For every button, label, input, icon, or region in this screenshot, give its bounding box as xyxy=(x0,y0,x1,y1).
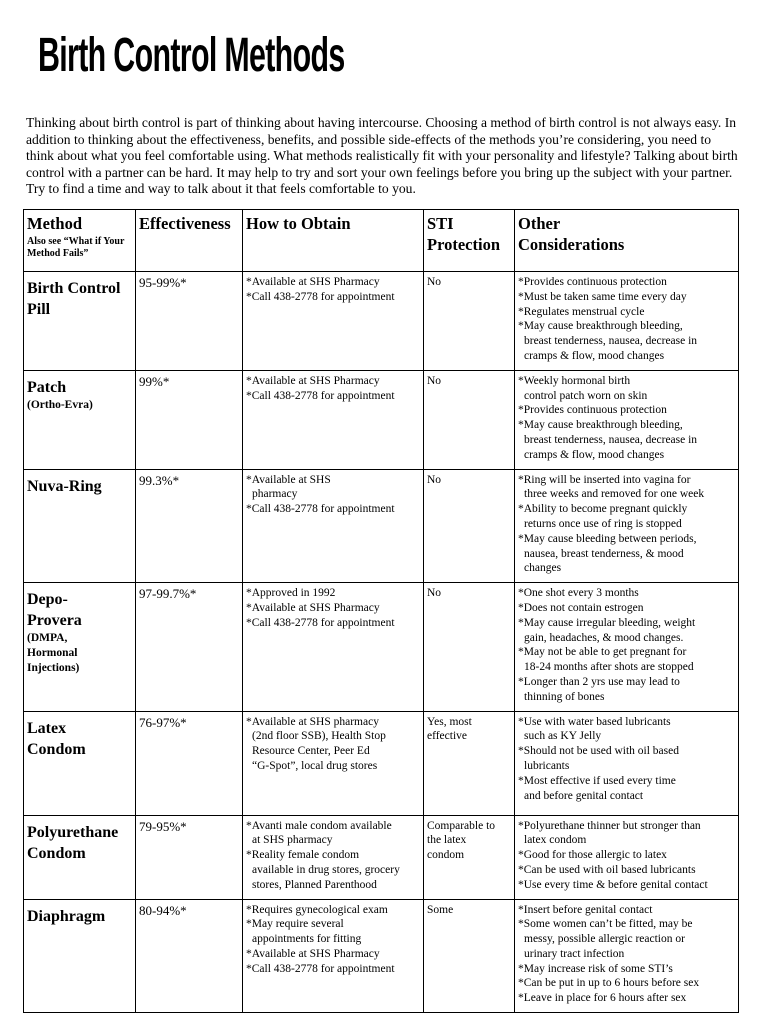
consideration-line: *Ring will be inserted into vagina for xyxy=(518,473,691,486)
method-subname: (DMPA, xyxy=(27,632,68,645)
method-cell xyxy=(24,469,136,583)
header-method-note-1: Also see “What if Your xyxy=(27,236,125,247)
consideration-line: such as KY Jelly xyxy=(524,730,602,743)
sti-protection-cell xyxy=(424,272,515,371)
other-considerations-cell xyxy=(515,583,739,711)
header-sti-label-2: Protection xyxy=(427,235,501,254)
header-effectiveness-label: Effectiveness xyxy=(139,214,231,233)
effectiveness-cell xyxy=(136,469,243,583)
consideration-line: *May not be able to get pregnant for xyxy=(518,646,687,659)
sti-line: Yes, most xyxy=(427,715,472,728)
consideration-line: *Should not be used with oil based xyxy=(518,745,679,758)
obtain-line: *Call 438-2778 for appointment xyxy=(246,616,395,629)
method-subname: Hormonal xyxy=(27,647,78,660)
consideration-line: *Can be used with oil based lubricants xyxy=(518,863,696,876)
consideration-line: *Most effective if used every time xyxy=(518,774,676,787)
table-row xyxy=(24,469,739,583)
header-other-label-1: Other xyxy=(518,214,561,233)
sti-line: No xyxy=(427,587,442,600)
method-name: Pill xyxy=(27,301,51,318)
method-name: Latex xyxy=(27,719,67,737)
obtain-line: *Available at SHS Pharmacy xyxy=(246,374,380,387)
consideration-line: nausea, breast tenderness, & mood xyxy=(524,547,684,560)
consideration-line: latex condom xyxy=(524,834,587,847)
consideration-line: *Must be taken same time every day xyxy=(518,290,687,303)
consideration-line: *Provides continuous protection xyxy=(518,404,667,417)
consideration-line: cramps & flow, mood changes xyxy=(524,349,665,362)
how-to-obtain-cell xyxy=(243,370,424,469)
obtain-line: *Available at SHS pharmacy xyxy=(246,715,379,728)
obtain-line: *Avanti male condom available xyxy=(246,819,392,832)
method-name: Diaphragm xyxy=(27,907,106,925)
obtain-line: *Available at SHS Pharmacy xyxy=(246,276,380,288)
how-to-obtain-cell xyxy=(243,899,424,1013)
consideration-line: *Regulates menstrual cycle xyxy=(518,305,645,318)
sti-protection-cell xyxy=(424,370,515,469)
method-cell xyxy=(24,272,136,371)
obtain-line: available in drug stores, grocery xyxy=(252,863,400,876)
consideration-line: *May cause bleeding between periods, xyxy=(518,532,697,545)
table-row xyxy=(24,815,739,899)
obtain-line: stores, Planned Parenthood xyxy=(252,878,377,891)
effectiveness-cell xyxy=(136,583,243,711)
method-subname: Injections) xyxy=(27,662,80,675)
method-name: Condom xyxy=(27,740,86,758)
how-to-obtain-cell xyxy=(243,469,424,583)
table-row xyxy=(24,583,739,711)
effectiveness-cell xyxy=(136,815,243,899)
other-considerations-cell xyxy=(515,370,739,469)
obtain-line: *Call 438-2778 for appointment xyxy=(246,503,395,516)
effectiveness-cell xyxy=(136,370,243,469)
method-cell xyxy=(24,711,136,815)
sti-line: Comparable to xyxy=(427,819,496,832)
method-cell xyxy=(24,583,136,711)
consideration-line: cramps & flow, mood changes xyxy=(524,448,665,461)
consideration-line: breast tenderness, nausea, decrease in xyxy=(524,335,698,348)
obtain-line: *Call 438-2778 for appointment xyxy=(246,389,395,402)
consideration-line: *Some women can’t be fitted, may be xyxy=(518,918,693,931)
other-considerations-cell xyxy=(515,469,739,583)
other-considerations-cell xyxy=(515,899,739,1013)
consideration-line: urinary tract infection xyxy=(524,947,625,960)
obtain-line: *Available at SHS Pharmacy xyxy=(246,601,380,614)
consideration-line: *May cause breakthrough bleeding, xyxy=(518,419,683,432)
consideration-line: *Provides continuous protection xyxy=(518,276,667,288)
page-title: Birth Control Methods xyxy=(38,27,345,82)
obtain-line: (2nd floor SSB), Health Stop xyxy=(252,730,386,743)
method-name: Depo- xyxy=(27,591,68,609)
header-other-label-2: Considerations xyxy=(518,235,625,254)
table-row xyxy=(24,711,739,815)
sti-line: No xyxy=(427,276,442,288)
consideration-line: *May cause breakthrough bleeding, xyxy=(518,320,683,333)
obtain-line: *Reality female condom xyxy=(246,849,360,862)
header-method-label: Method xyxy=(27,214,82,233)
consideration-line: messy, possible allergic reaction or xyxy=(524,933,685,946)
sti-protection-cell xyxy=(424,711,515,815)
method-subname: (Ortho-Evra) xyxy=(27,398,93,411)
how-to-obtain-cell xyxy=(243,815,424,899)
consideration-line: 18-24 months after shots are stopped xyxy=(524,661,694,674)
sti-line: No xyxy=(427,473,442,486)
effectiveness-value: 95-99%* xyxy=(139,275,187,290)
consideration-line: *Good for those allergic to latex xyxy=(518,849,667,862)
effectiveness-cell xyxy=(136,272,243,371)
consideration-line: *May cause irregular bleeding, weight xyxy=(518,616,696,629)
consideration-line: *Does not contain estrogen xyxy=(518,601,644,614)
method-name: Provera xyxy=(27,612,82,630)
table-row xyxy=(24,370,739,469)
effectiveness-value: 99%* xyxy=(139,373,170,389)
how-to-obtain-cell xyxy=(243,272,424,371)
consideration-line: *Ability to become pregnant quickly xyxy=(518,503,688,516)
sti-line: the latex xyxy=(427,834,467,847)
obtain-line: *Requires gynecological exam xyxy=(246,903,388,916)
consideration-line: thinning of bones xyxy=(524,690,605,703)
consideration-line: returns once use of ring is stopped xyxy=(524,517,682,530)
consideration-line: *Can be put in up to 6 hours before sex xyxy=(518,977,700,990)
consideration-line: breast tenderness, nausea, decrease in xyxy=(524,433,698,446)
table-row xyxy=(24,899,739,1013)
method-cell xyxy=(24,815,136,899)
other-considerations-cell xyxy=(515,815,739,899)
effectiveness-cell xyxy=(136,899,243,1013)
sti-protection-cell xyxy=(424,583,515,711)
method-name: Polyurethane xyxy=(27,823,119,841)
sti-line: effective xyxy=(427,730,468,743)
sti-protection-cell xyxy=(424,469,515,583)
effectiveness-value: 99.3%* xyxy=(139,472,180,488)
consideration-line: *Insert before genital contact xyxy=(518,903,653,916)
obtain-line: “G-Spot”, local drug stores xyxy=(252,759,378,772)
consideration-line: *Use every time & before genital contact xyxy=(518,878,708,891)
method-name: Condom xyxy=(27,844,86,862)
consideration-line: *Weekly hormonal birth xyxy=(518,374,631,387)
effectiveness-cell xyxy=(136,711,243,815)
method-name: Birth Control xyxy=(27,280,121,297)
other-considerations-cell xyxy=(515,711,739,815)
consideration-line: three weeks and removed for one week xyxy=(524,488,705,501)
obtain-line: *Available at SHS Pharmacy xyxy=(246,947,380,960)
obtain-line: *May require several xyxy=(246,918,344,931)
header-sti-protection xyxy=(424,210,515,272)
consideration-line: changes xyxy=(524,562,562,575)
how-to-obtain-cell xyxy=(243,583,424,711)
consideration-line: lubricants xyxy=(524,759,570,772)
consideration-line: and before genital contact xyxy=(524,789,644,802)
consideration-line: *Leave in place for 6 hours after sex xyxy=(518,992,687,1005)
obtain-line: *Call 438-2778 for appointment xyxy=(246,290,395,303)
obtain-line: *Approved in 1992 xyxy=(246,587,336,600)
effectiveness-value: 76-97%* xyxy=(139,714,187,730)
header-method-note-2: Method Fails” xyxy=(27,248,89,259)
sti-protection-cell xyxy=(424,899,515,1013)
obtain-line: *Available at SHS xyxy=(246,473,331,486)
how-to-obtain-cell xyxy=(243,711,424,815)
sti-line: condom xyxy=(427,849,465,862)
effectiveness-value: 79-95%* xyxy=(139,818,187,834)
header-how-to-obtain-label: How to Obtain xyxy=(246,214,351,233)
consideration-line: control patch worn on skin xyxy=(524,389,648,402)
obtain-line: appointments for fitting xyxy=(252,933,362,946)
obtain-line: *Call 438-2778 for appointment xyxy=(246,962,395,975)
obtain-line: at SHS pharmacy xyxy=(252,834,333,847)
table-header-row xyxy=(24,210,739,272)
obtain-line: pharmacy xyxy=(252,488,298,501)
method-cell xyxy=(24,899,136,1013)
consideration-line: *May increase risk of some STI’s xyxy=(518,962,673,975)
table-row xyxy=(24,272,739,371)
header-other-considerations xyxy=(515,210,739,272)
method-name: Nuva-Ring xyxy=(27,477,102,495)
effectiveness-value: 80-94%* xyxy=(139,902,187,918)
consideration-line: *One shot every 3 months xyxy=(518,587,639,600)
method-cell xyxy=(24,370,136,469)
consideration-line: gain, headaches, & mood changes. xyxy=(524,631,684,644)
sti-line: No xyxy=(427,374,442,387)
consideration-line: *Use with water based lubricants xyxy=(518,715,671,728)
method-name: Patch xyxy=(27,378,67,396)
other-considerations-cell xyxy=(515,272,739,371)
intro-paragraph: Thinking about birth control is part of thinking about having intercourse. Choosing a method of birth control is not always easy. In addition to thinking about the effectiveness, benefits, and possible side-effects of the methods you’re considering, you need to think about what you feel comfortable using. What methods realistically fit with your personality and lifestyle? Talking about birth control with a partner can be hard. It may help to try and sort your own feelings before you bring up the subject with your partner. Try to find a time and way to talk about it that feels comfortable to you. xyxy=(26,115,738,196)
consideration-line: *Longer than 2 yrs use may lead to xyxy=(518,675,680,688)
methods-table xyxy=(23,209,739,1013)
header-effectiveness xyxy=(136,210,243,272)
sti-protection-cell xyxy=(424,815,515,899)
header-sti-label-1: STI xyxy=(427,214,454,233)
header-how-to-obtain xyxy=(243,210,424,272)
obtain-line: Resource Center, Peer Ed xyxy=(252,745,370,758)
consideration-line: *Polyurethane thinner but stronger than xyxy=(518,819,701,832)
header-method xyxy=(24,210,136,272)
sti-line: Some xyxy=(427,903,454,916)
effectiveness-value: 97-99.7%* xyxy=(139,586,197,602)
